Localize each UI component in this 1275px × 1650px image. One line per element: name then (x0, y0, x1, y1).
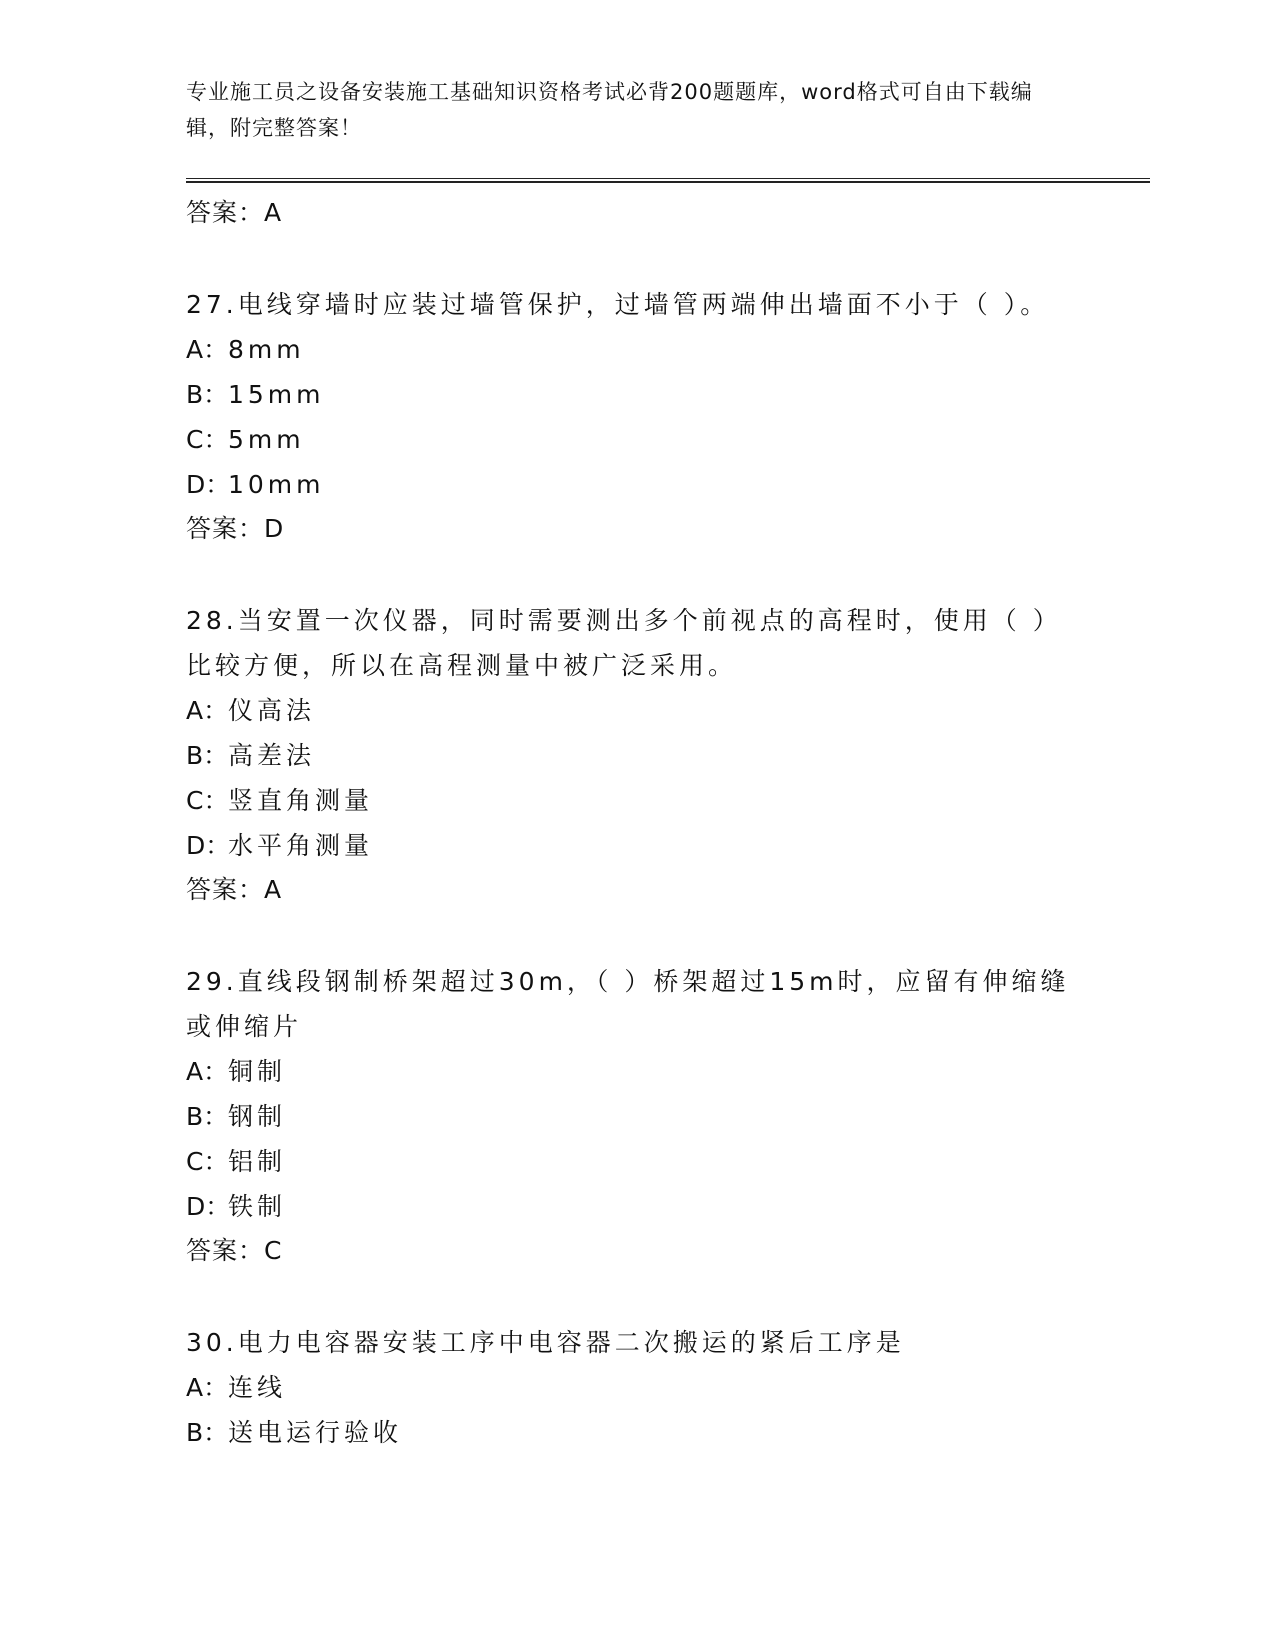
question-list (186, 188, 1150, 1455)
option-letter: B： (186, 380, 229, 409)
option-text: 铁制 (228, 1192, 287, 1221)
option-letter: B： (186, 1418, 229, 1447)
option-b (186, 1094, 1150, 1139)
option-a (186, 1049, 1150, 1094)
option-letter: D： (186, 470, 231, 499)
option-text: 送电运行验收 (228, 1418, 403, 1447)
question-29 (186, 959, 1150, 1273)
option-letter: D： (186, 1192, 231, 1221)
option-text: 水平角测量 (228, 831, 374, 860)
option-a (186, 327, 1150, 372)
question-stem: 27.电线穿墙时应装过墙管保护，过墙管两端伸出墙面不小于（ ）。 (186, 290, 1050, 319)
question-27 (186, 282, 1150, 551)
option-b (186, 372, 1150, 417)
option-text: 高差法 (228, 741, 316, 770)
option-d (186, 823, 1150, 868)
option-d (186, 1184, 1150, 1229)
question-30 (186, 1320, 1150, 1455)
question-stem: 28.当安置一次仪器，同时需要测出多个前视点的高程时，使用（ ）比较方便，所以在高程测量中被广泛采用。 (186, 606, 1062, 680)
option-a (186, 688, 1150, 733)
option-text: 10mm (228, 470, 325, 499)
option-letter: C： (186, 1147, 229, 1176)
option-d (186, 462, 1150, 507)
option-letter: B： (186, 1102, 229, 1131)
option-text: 仪高法 (228, 696, 316, 725)
option-letter: C： (186, 786, 229, 815)
question-stem: 30.电力电容器安装工序中电容器二次搬运的紧后工序是 (186, 1328, 905, 1357)
question-answer: 答案：C (186, 1236, 283, 1265)
question-28 (186, 598, 1150, 912)
option-a (186, 1365, 1150, 1410)
option-letter: B： (186, 741, 229, 770)
option-text: 钢制 (228, 1102, 287, 1131)
question-answer: 答案：A (186, 875, 283, 904)
question-stem: 29.直线段钢制桥架超过30m，（ ）桥架超过15m时，应留有伸缩缝或伸缩片 (186, 967, 1070, 1041)
option-text: 连线 (228, 1373, 287, 1402)
option-letter: A： (186, 1373, 229, 1402)
option-c (186, 1139, 1150, 1184)
option-c (186, 417, 1150, 462)
option-text: 铜制 (228, 1057, 287, 1086)
option-text: 15mm (228, 380, 325, 409)
option-letter: A： (186, 696, 229, 725)
option-text: 8mm (228, 335, 305, 364)
header-divider-thick (186, 181, 1150, 183)
previous-answer: 答案：A (186, 198, 283, 227)
header-divider-thin (186, 178, 1150, 179)
option-letter: C： (186, 425, 229, 454)
option-text: 竖直角测量 (228, 786, 374, 815)
option-letter: D： (186, 831, 231, 860)
question-answer: 答案：D (186, 514, 285, 543)
option-c (186, 778, 1150, 823)
option-letter: A： (186, 335, 229, 364)
option-text: 铝制 (228, 1147, 287, 1176)
option-letter: A： (186, 1057, 229, 1086)
option-b (186, 1410, 1150, 1455)
option-text: 5mm (228, 425, 305, 454)
option-b (186, 733, 1150, 778)
document-header: 专业施工员之设备安装施工基础知识资格考试必背200题题库，word格式可自由下载编辑，附完整答案！ (186, 80, 1033, 140)
